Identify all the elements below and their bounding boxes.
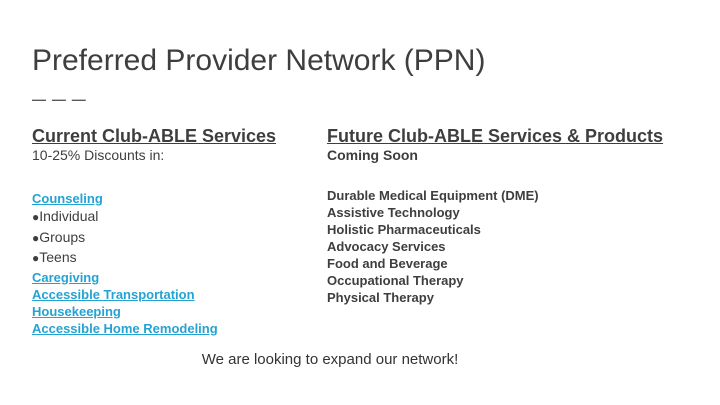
list-item: Assistive Technology — [327, 205, 460, 220]
list-item — [32, 248, 322, 269]
slide-title: Preferred Provider Network (PPN) — [32, 44, 486, 77]
current-services-section — [32, 127, 322, 337]
list-item: Occupational Therapy — [327, 273, 464, 288]
accessible-home-remodeling-link[interactable]: Accessible Home Remodeling — [32, 321, 218, 337]
list-item: Durable Medical Equipment (DME) — [327, 188, 539, 203]
accessible-transportation-link[interactable]: Accessible Transportation — [32, 287, 195, 303]
footer-text: We are looking to expand our network! — [201, 351, 459, 368]
list-item: Physical Therapy — [327, 290, 434, 305]
bullet-icon: ● — [32, 251, 40, 266]
current-services-heading: Current Club-ABLE Services — [32, 126, 277, 146]
counseling-link[interactable]: Counseling — [32, 191, 103, 206]
bullet-icon: ● — [32, 230, 40, 245]
future-items-list — [327, 187, 687, 306]
future-services-heading: Future Club-ABLE Services & Products — [327, 126, 664, 146]
list-item: Holistic Pharmaceuticals — [327, 222, 481, 237]
bullet-label: Teens — [39, 249, 77, 266]
title-divider-dashes: — — — — [32, 91, 87, 107]
coming-soon-text: Coming Soon — [327, 147, 418, 163]
list-item: Food and Beverage — [327, 256, 448, 271]
list-item: Advocacy Services — [327, 239, 446, 254]
bullet-label: Groups — [39, 228, 86, 245]
bullet-label: Individual — [39, 208, 99, 224]
housekeeping-link[interactable]: Housekeeping — [32, 304, 121, 320]
list-item — [32, 228, 322, 249]
discounts-text: 10-25% Discounts in: — [32, 147, 165, 163]
counseling-sublist — [32, 207, 322, 269]
bullet-icon: ● — [32, 210, 40, 224]
caregiving-link[interactable]: Caregiving — [32, 270, 100, 286]
future-services-section — [327, 127, 687, 306]
list-item — [32, 207, 322, 228]
